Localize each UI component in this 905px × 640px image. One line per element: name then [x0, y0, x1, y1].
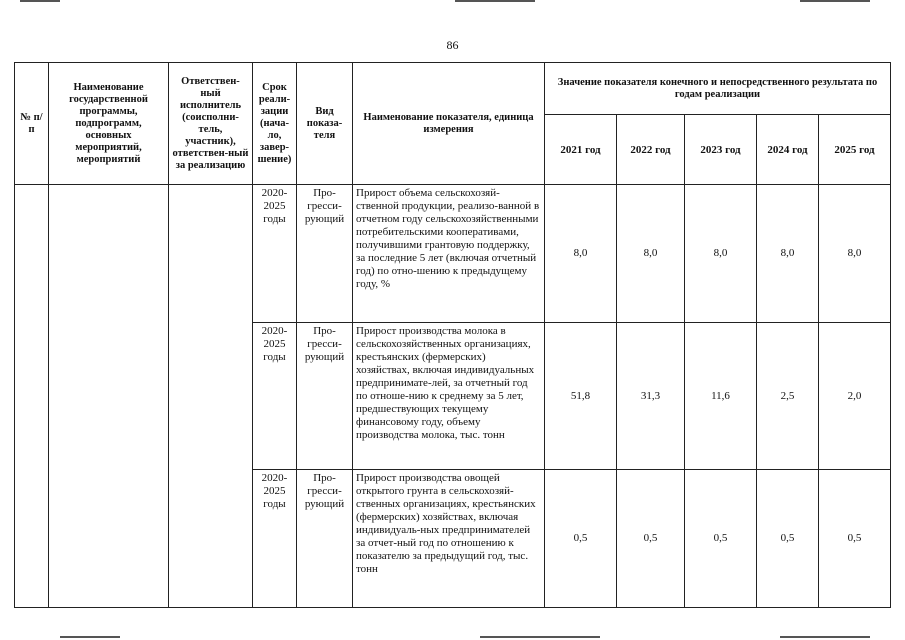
cell-responsible-empty [169, 185, 253, 608]
cell-indicator: Прирост объема сельскохозяй-ственной продукции, реализо-ванной в отчетном году сельскохозяйственными потребительскими кооперативами, получившими грантовую поддержку, за последние 5 лет (включая отчетный год) по отно-шению к предыдущему году, % [353, 185, 545, 323]
cell-indicator: Прирост производства овощей открытого грунта в сельскохозяй-ственных организациях, крестьянских (фермерских) хозяйствах, включая индивидуаль-ных предпринимателей за отчет-ный год по отношению к показателю за предыдущий год, тыс. тонн [353, 470, 545, 608]
cell-period: 2020-2025 годы [253, 323, 297, 470]
page-number: 86 [446, 38, 459, 52]
header-year-2023: 2023 год [685, 115, 757, 185]
cell-value-2024: 8,0 [757, 185, 819, 323]
header-values-group: Значение показателя конечного и непосредственного результата по годам реализации [545, 63, 891, 115]
cell-value-2023: 0,5 [685, 470, 757, 608]
header-year-2024: 2024 год [757, 115, 819, 185]
cell-kind: Про-гресси-рующий [297, 470, 353, 608]
table-row [15, 185, 891, 323]
cell-value-2024: 2,5 [757, 323, 819, 470]
cell-program-empty [49, 185, 169, 608]
cell-period: 2020-2025 годы [253, 470, 297, 608]
scan-mark-top-mid [455, 0, 535, 2]
cell-value-2025: 8,0 [819, 185, 891, 323]
cell-value-2021: 0,5 [545, 470, 617, 608]
header-year-2025: 2025 год [819, 115, 891, 185]
cell-value-2024: 0,5 [757, 470, 819, 608]
header-num: № п/п [15, 63, 49, 185]
scan-mark-top-right [800, 0, 870, 2]
cell-value-2022: 8,0 [617, 185, 685, 323]
cell-value-2025: 2,0 [819, 323, 891, 470]
cell-indicator: Прирост производства молока в сельскохозяйственных организациях, крестьянских (фермерских) хозяйствах, включая индивидуальных предпринимате-лей, за отчетный год по отноше-нию к среднему за 5 лет, предшествующих текущему финансовому году, объему производства молока, тыс. тонн [353, 323, 545, 470]
header-indicator: Наименование показателя, единица измерения [353, 63, 545, 185]
indicators-table [14, 62, 891, 608]
cell-period: 2020-2025 годы [253, 185, 297, 323]
cell-kind: Про-гресси-рующий [297, 323, 353, 470]
header-year-2022: 2022 год [617, 115, 685, 185]
cell-value-2022: 0,5 [617, 470, 685, 608]
header-kind: Вид показа-теля [297, 63, 353, 185]
cell-value-2025: 0,5 [819, 470, 891, 608]
header-period: Срок реали-зации (нача-ло, завер-шение) [253, 63, 297, 185]
cell-value-2023: 8,0 [685, 185, 757, 323]
cell-value-2023: 11,6 [685, 323, 757, 470]
scan-mark-bottom-left [60, 636, 120, 638]
header-year-2021: 2021 год [545, 115, 617, 185]
header-responsible: Ответствен-ный исполнитель (соисполни-тель, участник), ответствен-ный за реализацию [169, 63, 253, 185]
scan-mark-bottom-right [780, 636, 870, 638]
header-program: Наименование государственной программы, подпрограмм, основных мероприятий, мероприятий [49, 63, 169, 185]
cell-value-2022: 31,3 [617, 323, 685, 470]
cell-num-empty [15, 185, 49, 608]
cell-value-2021: 8,0 [545, 185, 617, 323]
scan-mark-top-left [20, 0, 60, 2]
cell-value-2021: 51,8 [545, 323, 617, 470]
cell-kind: Про-гресси-рующий [297, 185, 353, 323]
scan-mark-bottom-mid [480, 636, 600, 638]
